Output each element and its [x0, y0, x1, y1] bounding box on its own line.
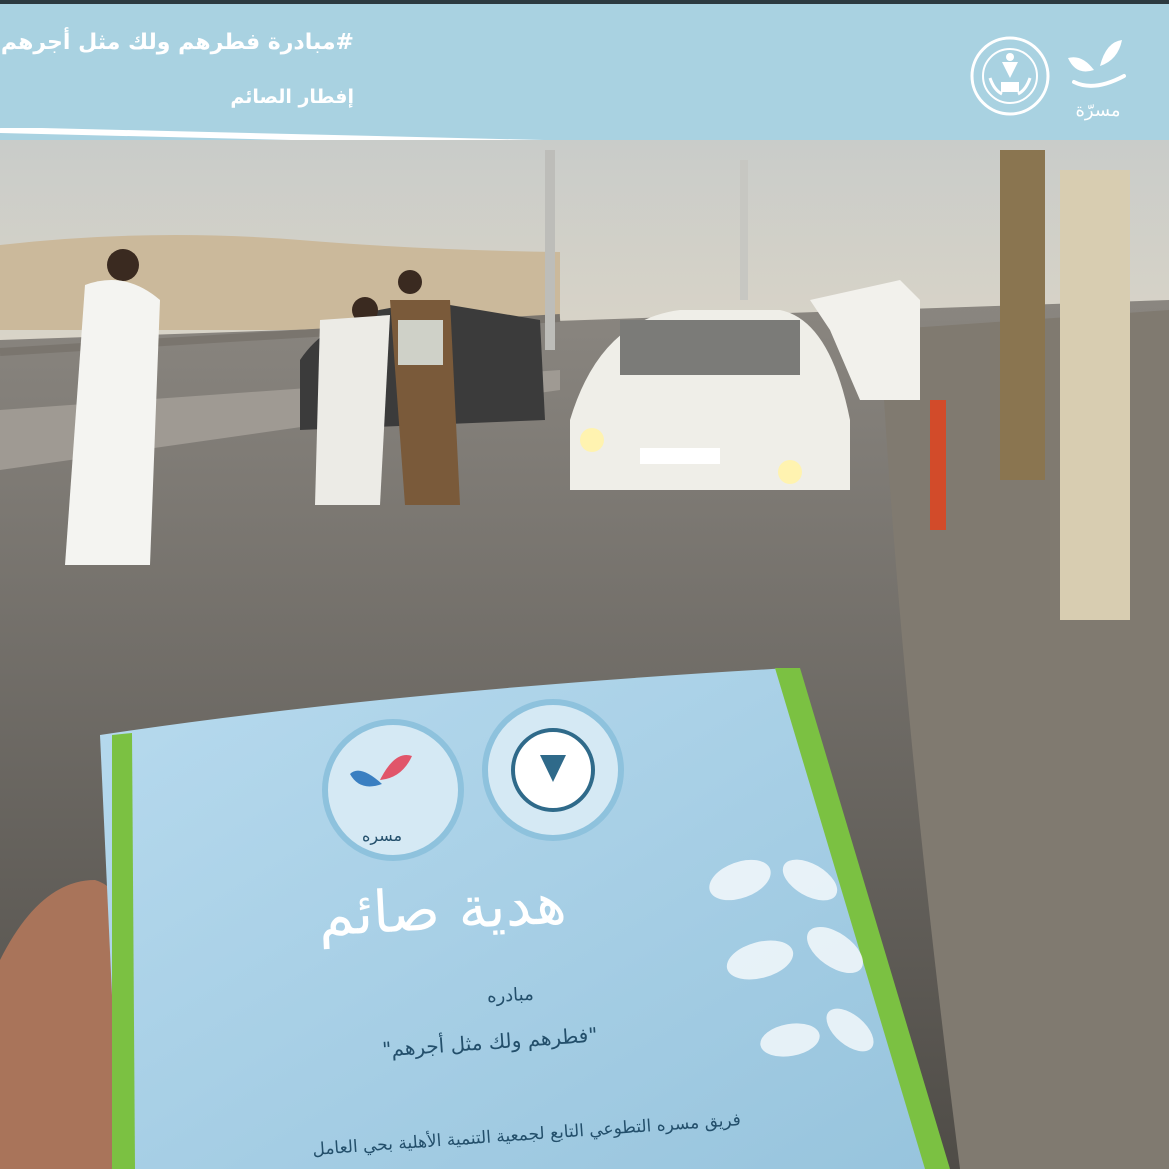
booklet-slogan: "فطرهم ولك مثل أجرهم" — [381, 1022, 599, 1062]
masarra-logo-icon — [1068, 40, 1124, 86]
booklet-initiative-label: مبادره — [486, 983, 535, 1008]
street-photo — [0, 140, 1169, 1169]
booklet-logo-label: مسره — [362, 826, 403, 845]
light-pole — [740, 160, 748, 300]
tree-trunk — [1000, 150, 1045, 480]
booklet-heading: هدية صائم — [316, 868, 568, 950]
subtitle: إفطار الصائم — [230, 86, 354, 108]
booklet-footer: فريق مسره التطوعي التابع لجمعية التنمية الأهلية بحي العامل — [311, 1110, 742, 1160]
top-border — [0, 0, 1169, 4]
hashtag-title: #مبادرة فطرهم ولك مثل أجرهم — [0, 30, 354, 55]
light-pole — [545, 150, 555, 350]
header-banner — [0, 0, 1169, 155]
person-in-thobe — [315, 297, 390, 505]
brand-name: مسرّة — [1075, 100, 1121, 121]
tree-trunk — [1060, 170, 1130, 620]
association-seal-icon — [972, 38, 1048, 114]
traffic-cone — [930, 400, 946, 530]
header-logos — [968, 32, 1138, 124]
